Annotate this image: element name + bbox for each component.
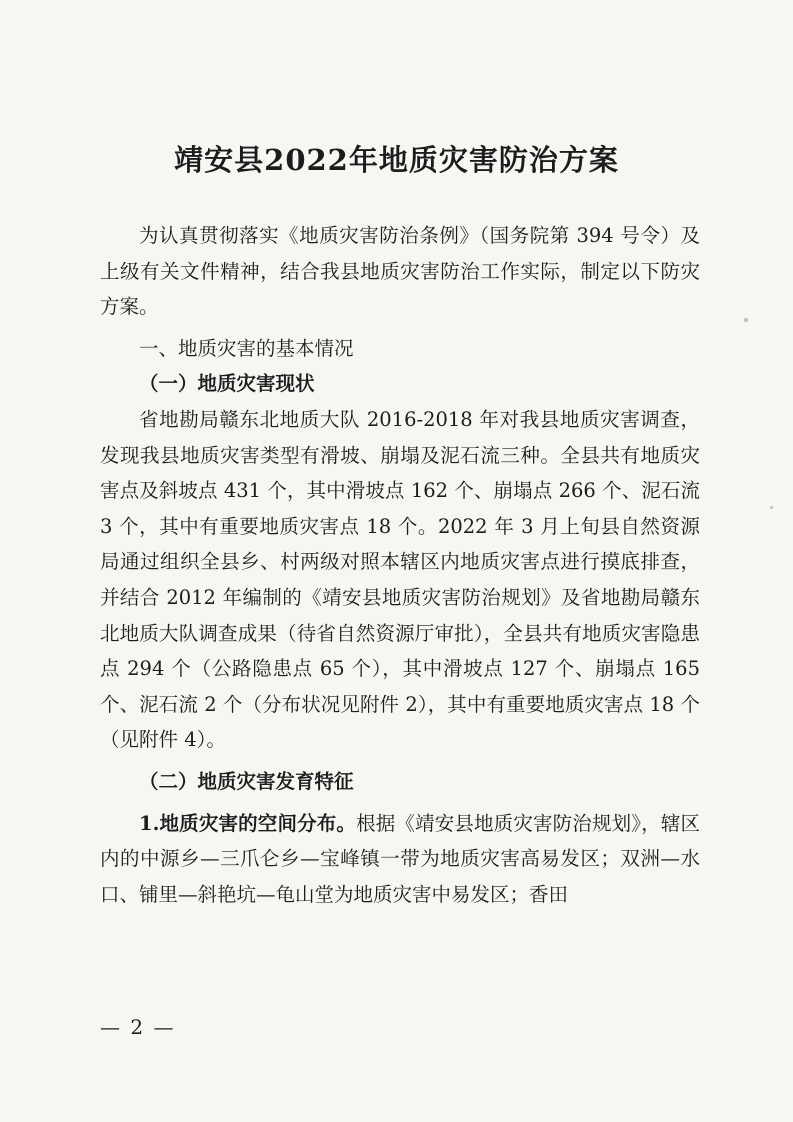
scan-speck	[744, 318, 748, 322]
scan-speck	[770, 506, 773, 509]
page-number: — 2 —	[100, 1015, 176, 1039]
section-heading-basic-situation: 一、地质灾害的基本情况	[139, 336, 354, 360]
spatial-distribution-lead: 1.地质灾害的空间分布。	[139, 811, 357, 835]
document-body	[100, 218, 700, 912]
subsection-heading-current-status: （一）地质灾害现状	[139, 372, 315, 396]
spatial-distribution-paragraph	[100, 806, 700, 913]
document-title: 靖安县2022年地质灾害防治方案	[174, 143, 619, 177]
subsection-heading-development-features: （二）地质灾害发育特征	[139, 769, 354, 793]
current-status-paragraph: 省地勘局赣东北地质大队 2016-2018 年对我县地质灾害调查，发现我县地质灾害类型有滑坡、崩塌及泥石流三种。全县共有地质灾害点及斜坡点 431 个，其中滑坡点 162 个、崩塌点 266 个、泥石流 3 个，其中有重要地质灾害点 18 个。2022 年 3 月上旬县自然资源局通过组织全县乡、村两级对照本辖区内地质灾害点进行摸底排查，并结合 2012 年编制的《靖安县地质灾害防治规划》及省地勘局赣东北地质大队调查成果（待省自然资源厅审批），全县共有地质灾害隐患点 294 个（公路隐患点 65 个），其中滑坡点 127 个、崩塌点 165 个、泥石流 2 个（分布状况见附件 2），其中有重要地质灾害点 18 个（见附件 4）。	[100, 407, 700, 752]
intro-paragraph: 为认真贯彻落实《地质灾害防治条例》（国务院第 394 号令）及上级有关文件精神，结合我县地质灾害防治工作实际，制定以下防灾方案。	[100, 224, 700, 319]
spatial-distribution-text: 根据《靖安县地质灾害防治规划》，辖区内的中源乡—三爪仑乡—宝峰镇一带为地质灾害高易发区；双洲—水口、铺里—斜艳坑—龟山堂为地质灾害中易发区；香田	[100, 811, 700, 906]
